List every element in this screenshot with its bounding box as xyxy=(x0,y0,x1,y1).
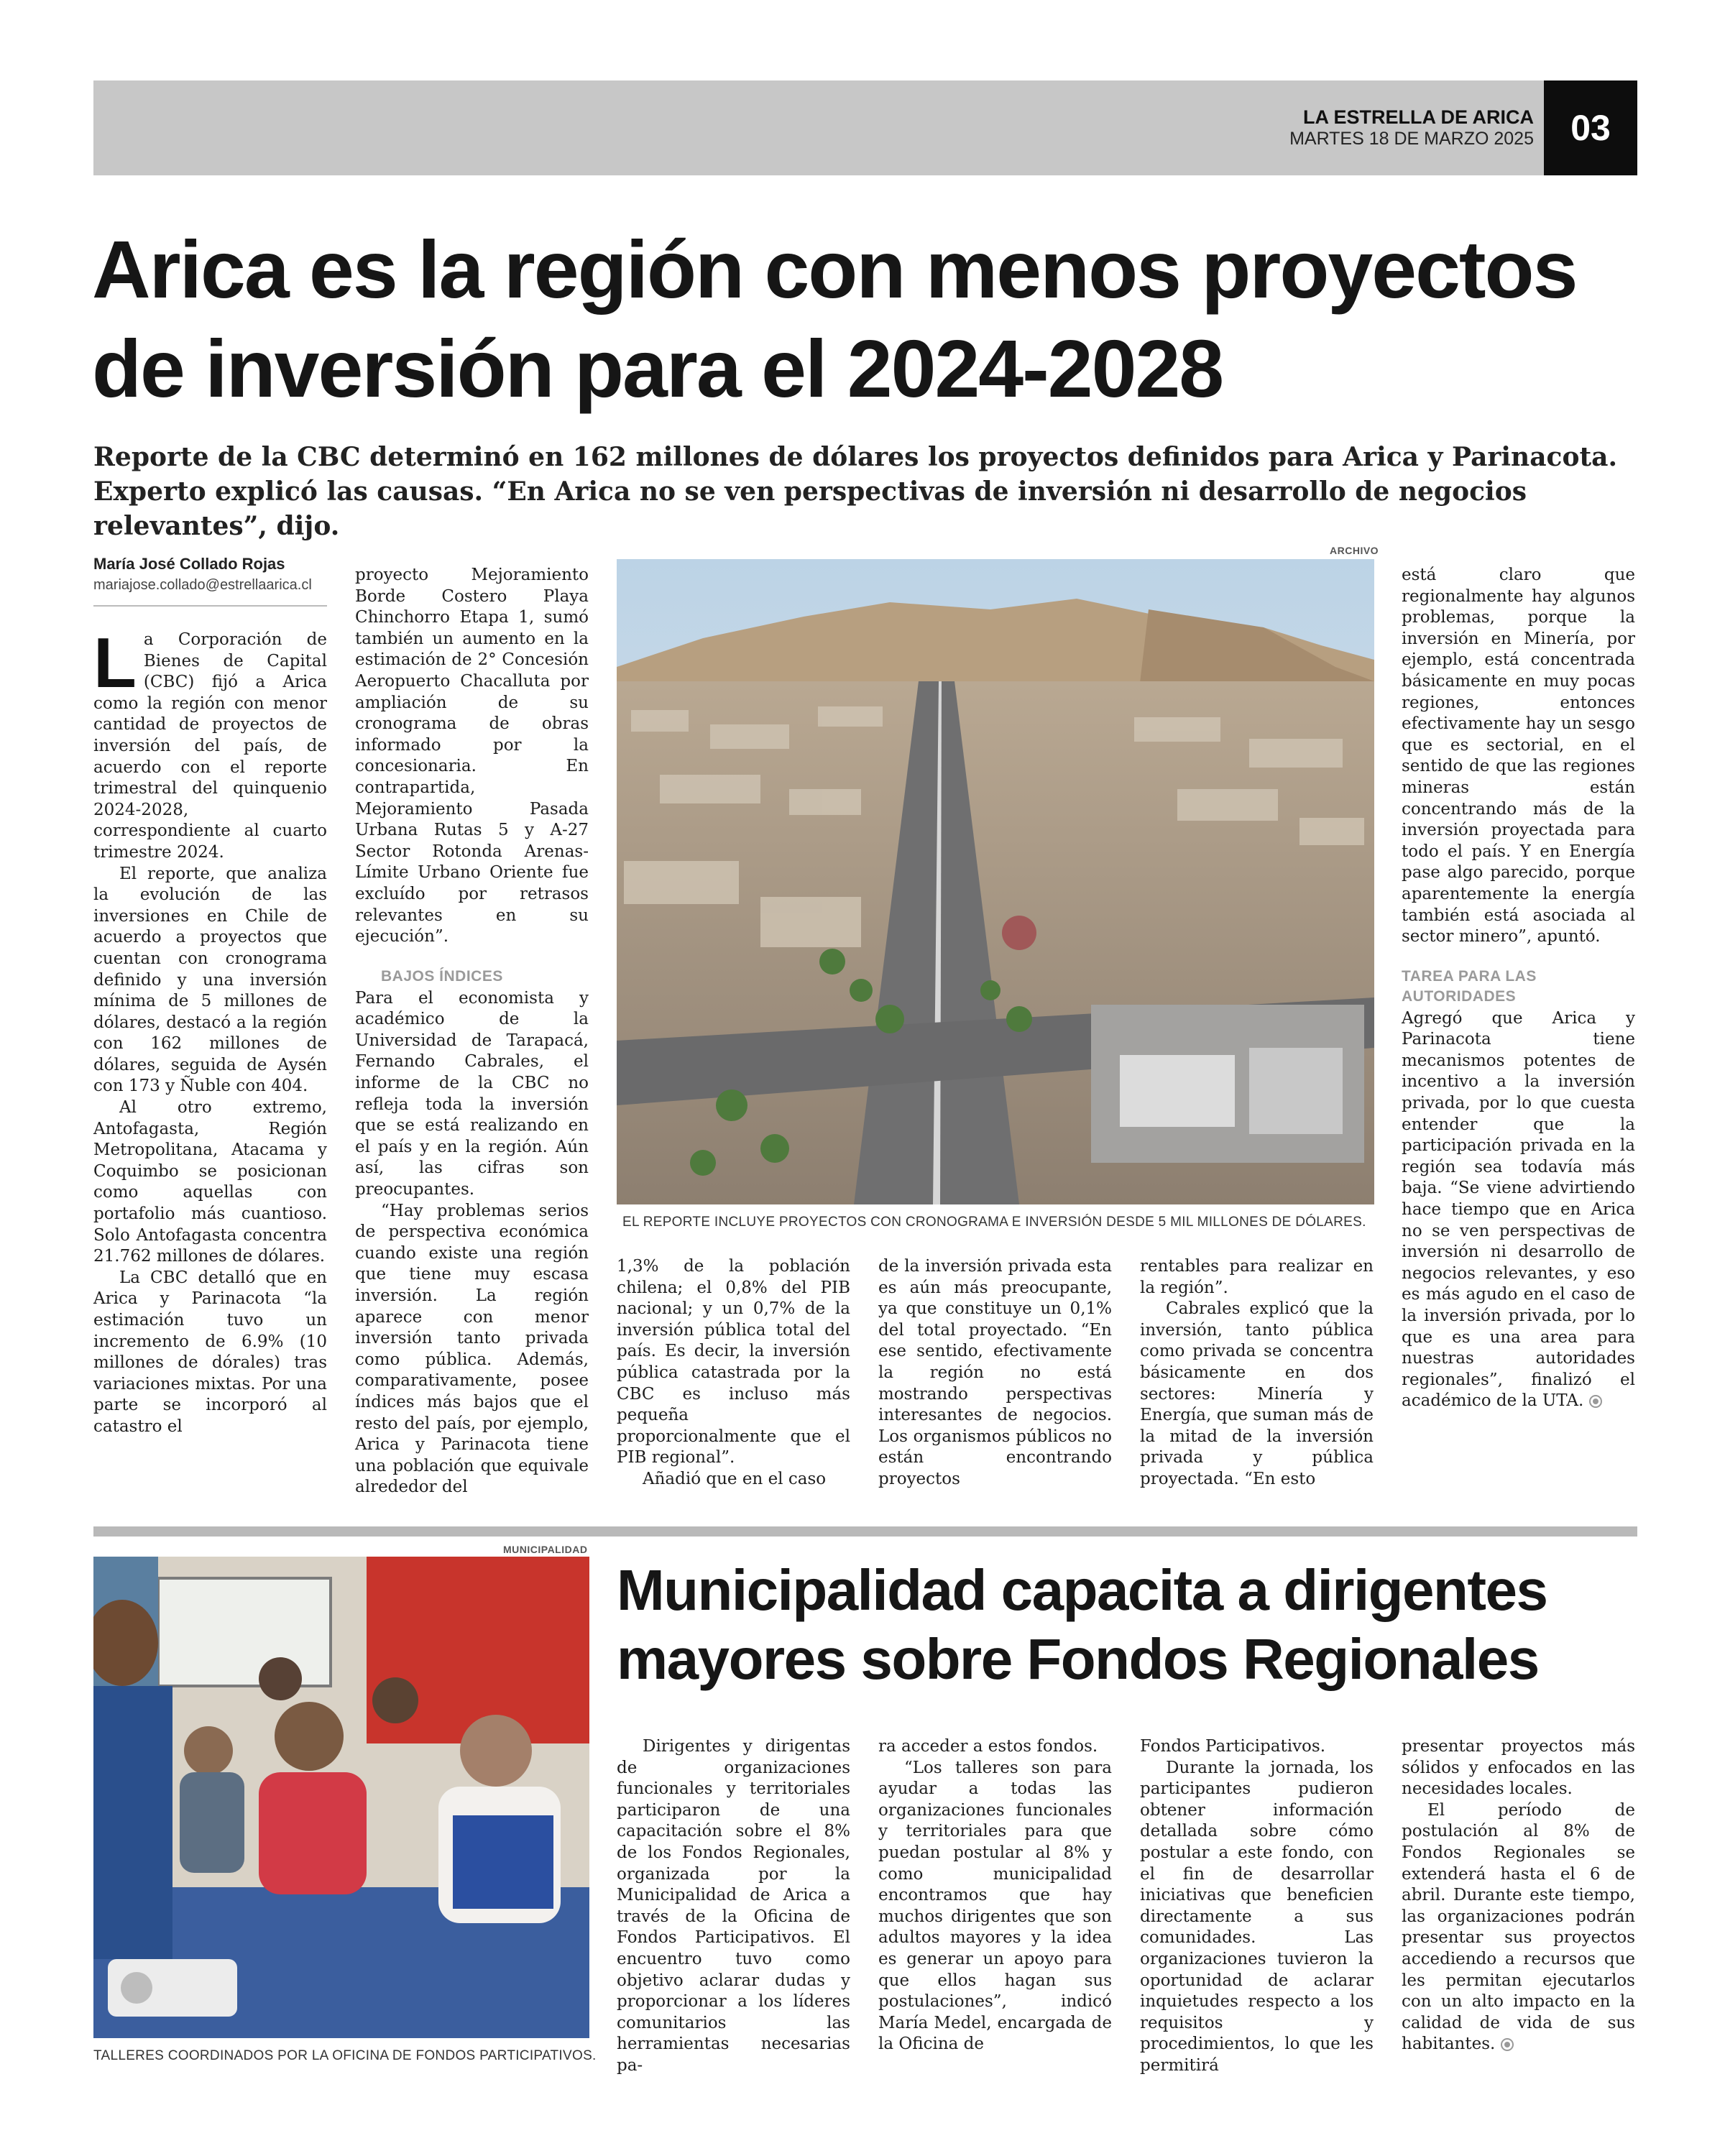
article2-paragraph: Dirigentes y dirigentas de organizaciones funcionales y territoriales participaron de una capacitación sobre el 8% de los Fondos Regionales, organizada por la Municipalidad de Arica a través de la Oficina de Fondos Participativos. El encuentro tuvo como objetivo aclarar dudas y proporcionar a los líderes comunitarios las herramientas necesarias pa- xyxy=(617,1737,850,2075)
article1-paragraph: La Corporación de Bienes de Capital (CBC) fijó a Arica como la región con menor cantidad de proyectos de inversión del país, de acuerdo con el reporte trimestral del quinquenio 2024-2028, correspondiente al cuarto trimestre 2024. xyxy=(93,623,327,862)
article2-column-1 xyxy=(617,1736,850,2077)
photo-credit-archivo: ARCHIVO xyxy=(1330,545,1379,556)
article2-column-3 xyxy=(1140,1736,1374,2077)
page-number: 03 xyxy=(1544,80,1637,175)
workshop-photo xyxy=(93,1557,589,2038)
author-name: María José Collado Rojas xyxy=(93,555,285,573)
aerial-city-photo xyxy=(617,559,1374,1204)
article1-paragraph: de la inversión privada esta es aún más preocupante, ya que constituye un 0,1% del total proyectado. “En ese sentido, efectivamente la región no está mostrando perspectivas interesantes de negocios. Los organismos públicos no están encontrando proyectos xyxy=(878,1257,1112,1488)
article1-paragraph: El reporte, que analiza la evolución de las inversiones en Chile de acuerdo a proyectos que cuentan con cronograma definido y una inversión mínima de 5 millones de dólares, destacó a la región con 162 millones de dólares, seguida de Aysén con 173 y Ñuble con 404. xyxy=(93,864,327,1096)
article2-paragraph: El período de postulación al 8% de Fondos Regionales se extenderá hasta el 6 de abril. Durante este tiempo, las organizaciones podrán presentar sus proyectos accediendo a recursos que les permitan ejecutarlos con un alto impacto en la calidad de vida de sus habitantes. xyxy=(1402,1800,1635,2054)
end-mark-icon xyxy=(1501,2038,1514,2051)
byline xyxy=(93,553,327,607)
article1-headline-line1: Arica es la región con menos proyectos xyxy=(92,224,1577,315)
article2-column-4 xyxy=(1402,1736,1635,2055)
article2-headline-line2: mayores sobre Fondos Regionales xyxy=(617,1627,1539,1691)
photo-caption-aerial: EL REPORTE INCLUYE PROYECTOS CON CRONOGRAMA E INVERSIÓN DESDE 5 MIL MILLONES DE DÓLARES. xyxy=(622,1215,1366,1230)
article1-column-6 xyxy=(1402,565,1635,1412)
author-email: mariajose.collado@estrellaarica.cl xyxy=(93,577,312,593)
article1-paragraph: La CBC detalló que en Arica y Parinacota “la estimación tuvo un incremento de 6.9% (10 millones de dórales) tras variaciones mixtas. Por una parte se incorporó al catastro el xyxy=(93,1268,327,1436)
photo-caption-workshop: TALLERES COORDINADOS POR LA OFICINA DE FONDOS PARTICIPATIVOS. xyxy=(93,2048,597,2063)
article1-column-3 xyxy=(617,1256,850,1491)
article1-column-2 xyxy=(355,565,589,1498)
article2-paragraph: Durante la jornada, los participantes pudieron obtener información detallada sobre cómo postular a este fondo, con el fin de desarrollar iniciativas que beneficien directamente a sus comunidades. Las organizaciones tuvieron la oportunidad de aclarar inquietudes respecto a los requisitos y procedimientos, lo que les permitirá xyxy=(1140,1758,1374,2075)
issue-date: MARTES 18 DE MARZO 2025 xyxy=(1289,129,1534,149)
article1-deck: Reporte de la CBC determinó en 162 millones de dólares los proyectos definidos para Arica y Parinacota. Experto explicó las causas. “En Arica no se ven perspectivas de inversión ni desarrollo de negocios relevantes”, dijo. xyxy=(93,442,1617,541)
article1-paragraph: 1,3% de la población chilena; el 0,8% del PIB nacional; y un 0,7% de la inversión pública total del país. Es decir, la inversión pública catastrada por la CBC es incluso más pequeña proporcionalmente que el PIB regional”. xyxy=(617,1257,850,1468)
article2-paragraph: ra acceder a estos fondos. xyxy=(878,1737,1098,1756)
article2-headline xyxy=(617,1556,1644,1694)
article1-column-5 xyxy=(1140,1256,1374,1491)
article1-paragraph: Para el economista y académico de la Universidad de Tarapacá, Fernando Cabrales, el informe de la CBC no refleja toda la inversión que se está realizando en el país y en la región. Aún así, las cifras son preocupantes. xyxy=(355,988,589,1199)
article1-paragraph: Añadió que en el caso xyxy=(643,1469,827,1488)
end-mark-icon xyxy=(1589,1395,1602,1408)
article1-headline-line2: de inversión para el 2024-2028 xyxy=(92,323,1223,414)
newspaper-name: LA ESTRELLA DE ARICA xyxy=(1303,106,1534,128)
masthead xyxy=(1289,106,1534,149)
article1-paragraph: Al otro extremo, Antofagasta, Región Metropolitana, Atacama y Coquimbo se posicionan como aquellas con portafolio más cuantioso. Solo Antofagasta concentra 21.762 millones de dólares. xyxy=(93,1098,327,1266)
section-divider xyxy=(93,1526,1637,1537)
article2-paragraph: presentar proyectos más sólidos y enfocados en las necesidades locales. xyxy=(1402,1737,1635,1799)
article2-column-2 xyxy=(878,1736,1112,2055)
article2-paragraph: Fondos Participativos. xyxy=(1140,1737,1326,1756)
article1-paragraph: está claro que regionalmente hay algunos problemas, porque la inversión en Minería, por ejemplo, está concentrada básicamente en muy pocas regiones, entonces efectivamente hay un sesgo que es sectorial, en el sentido de que las regiones mineras están concentrando más de la inversión proyectada para todo el país. Y en Energía pase algo parecido, porque aparentemente la energía también está asociada al sector minero”, apuntó. xyxy=(1402,566,1635,946)
article1-column-4 xyxy=(878,1256,1112,1491)
article1-headline xyxy=(92,220,1652,418)
subhead-bajos-indices: BAJOS ÍNDICES xyxy=(381,967,503,985)
article1-paragraph: proyecto Mejoramiento Borde Costero Playa Chinchorro Etapa 1, sumó también un aumento en la estimación de 2° Concesión Aeropuerto Chacalluta por ampliación de su cronograma de obras informado por la concesionaria. En contrapartida, Mejoramiento Pasada Urbana Rutas 5 y A-27 Sector Rotonda Arenas-Límite Urbano Oriente fue excluído por retrasos relevantes en su ejecución”. xyxy=(355,566,589,946)
article1-column-1 xyxy=(93,623,327,1438)
article2-paragraph: “Los talleres son para ayudar a todas las organizaciones funcionales y territoriales para que puedan postular al 8% y como municipalidad encontramos que hay muchos dirigentes que son adultos mayores y la idea es generar un apoyo para que ellos hagan sus postulaciones”, indicó María Medel, encargada de la Oficina de xyxy=(878,1758,1112,2054)
article1-paragraph: Cabrales explicó que la inversión, tanto pública como privada se concentra básicamente en dos sectores: Minería y Energía, que suman más de la mitad de la inversión privada y pública proyectada. “En esto xyxy=(1140,1299,1374,1488)
article2-headline-line1: Municipalidad capacita a dirigentes xyxy=(617,1558,1547,1622)
page-header xyxy=(93,80,1637,175)
article1-paragraph: “Hay problemas serios de perspectiva económica cuando existe una región que tiene muy escasa inversión. La región aparece con menor inversión tanto privada como pública. Además, comparativamente, posee índices más bajos que el resto del país, por ejemplo, Arica y Parinacota tiene una población que equivale alrededor del xyxy=(355,1201,589,1497)
article1-paragraph: rentables para realizar en la región”. xyxy=(1140,1257,1374,1297)
drop-cap: L xyxy=(93,623,137,702)
article1-paragraph: Agregó que Arica y Parinacota tiene mecanismos potentes de incentivo a la inversión privada, por lo que cuesta entender que la participación privada en la región sea todavía más baja. “Se viene advirtiendo hace tiempo que en Arica no se ven perspectivas de inversión ni desarrollo de negocios relevantes, y eso es más agudo en el caso de la inversión privada, por lo que es una area para nuestras autoridades regionales”, finalizó el académico de la UTA. xyxy=(1402,1008,1635,1411)
subhead-tarea-autoridades: TAREA PARA LAS AUTORIDADES xyxy=(1402,967,1537,1005)
photo-credit-municipalidad: MUNICIPALIDAD xyxy=(503,1544,588,1555)
